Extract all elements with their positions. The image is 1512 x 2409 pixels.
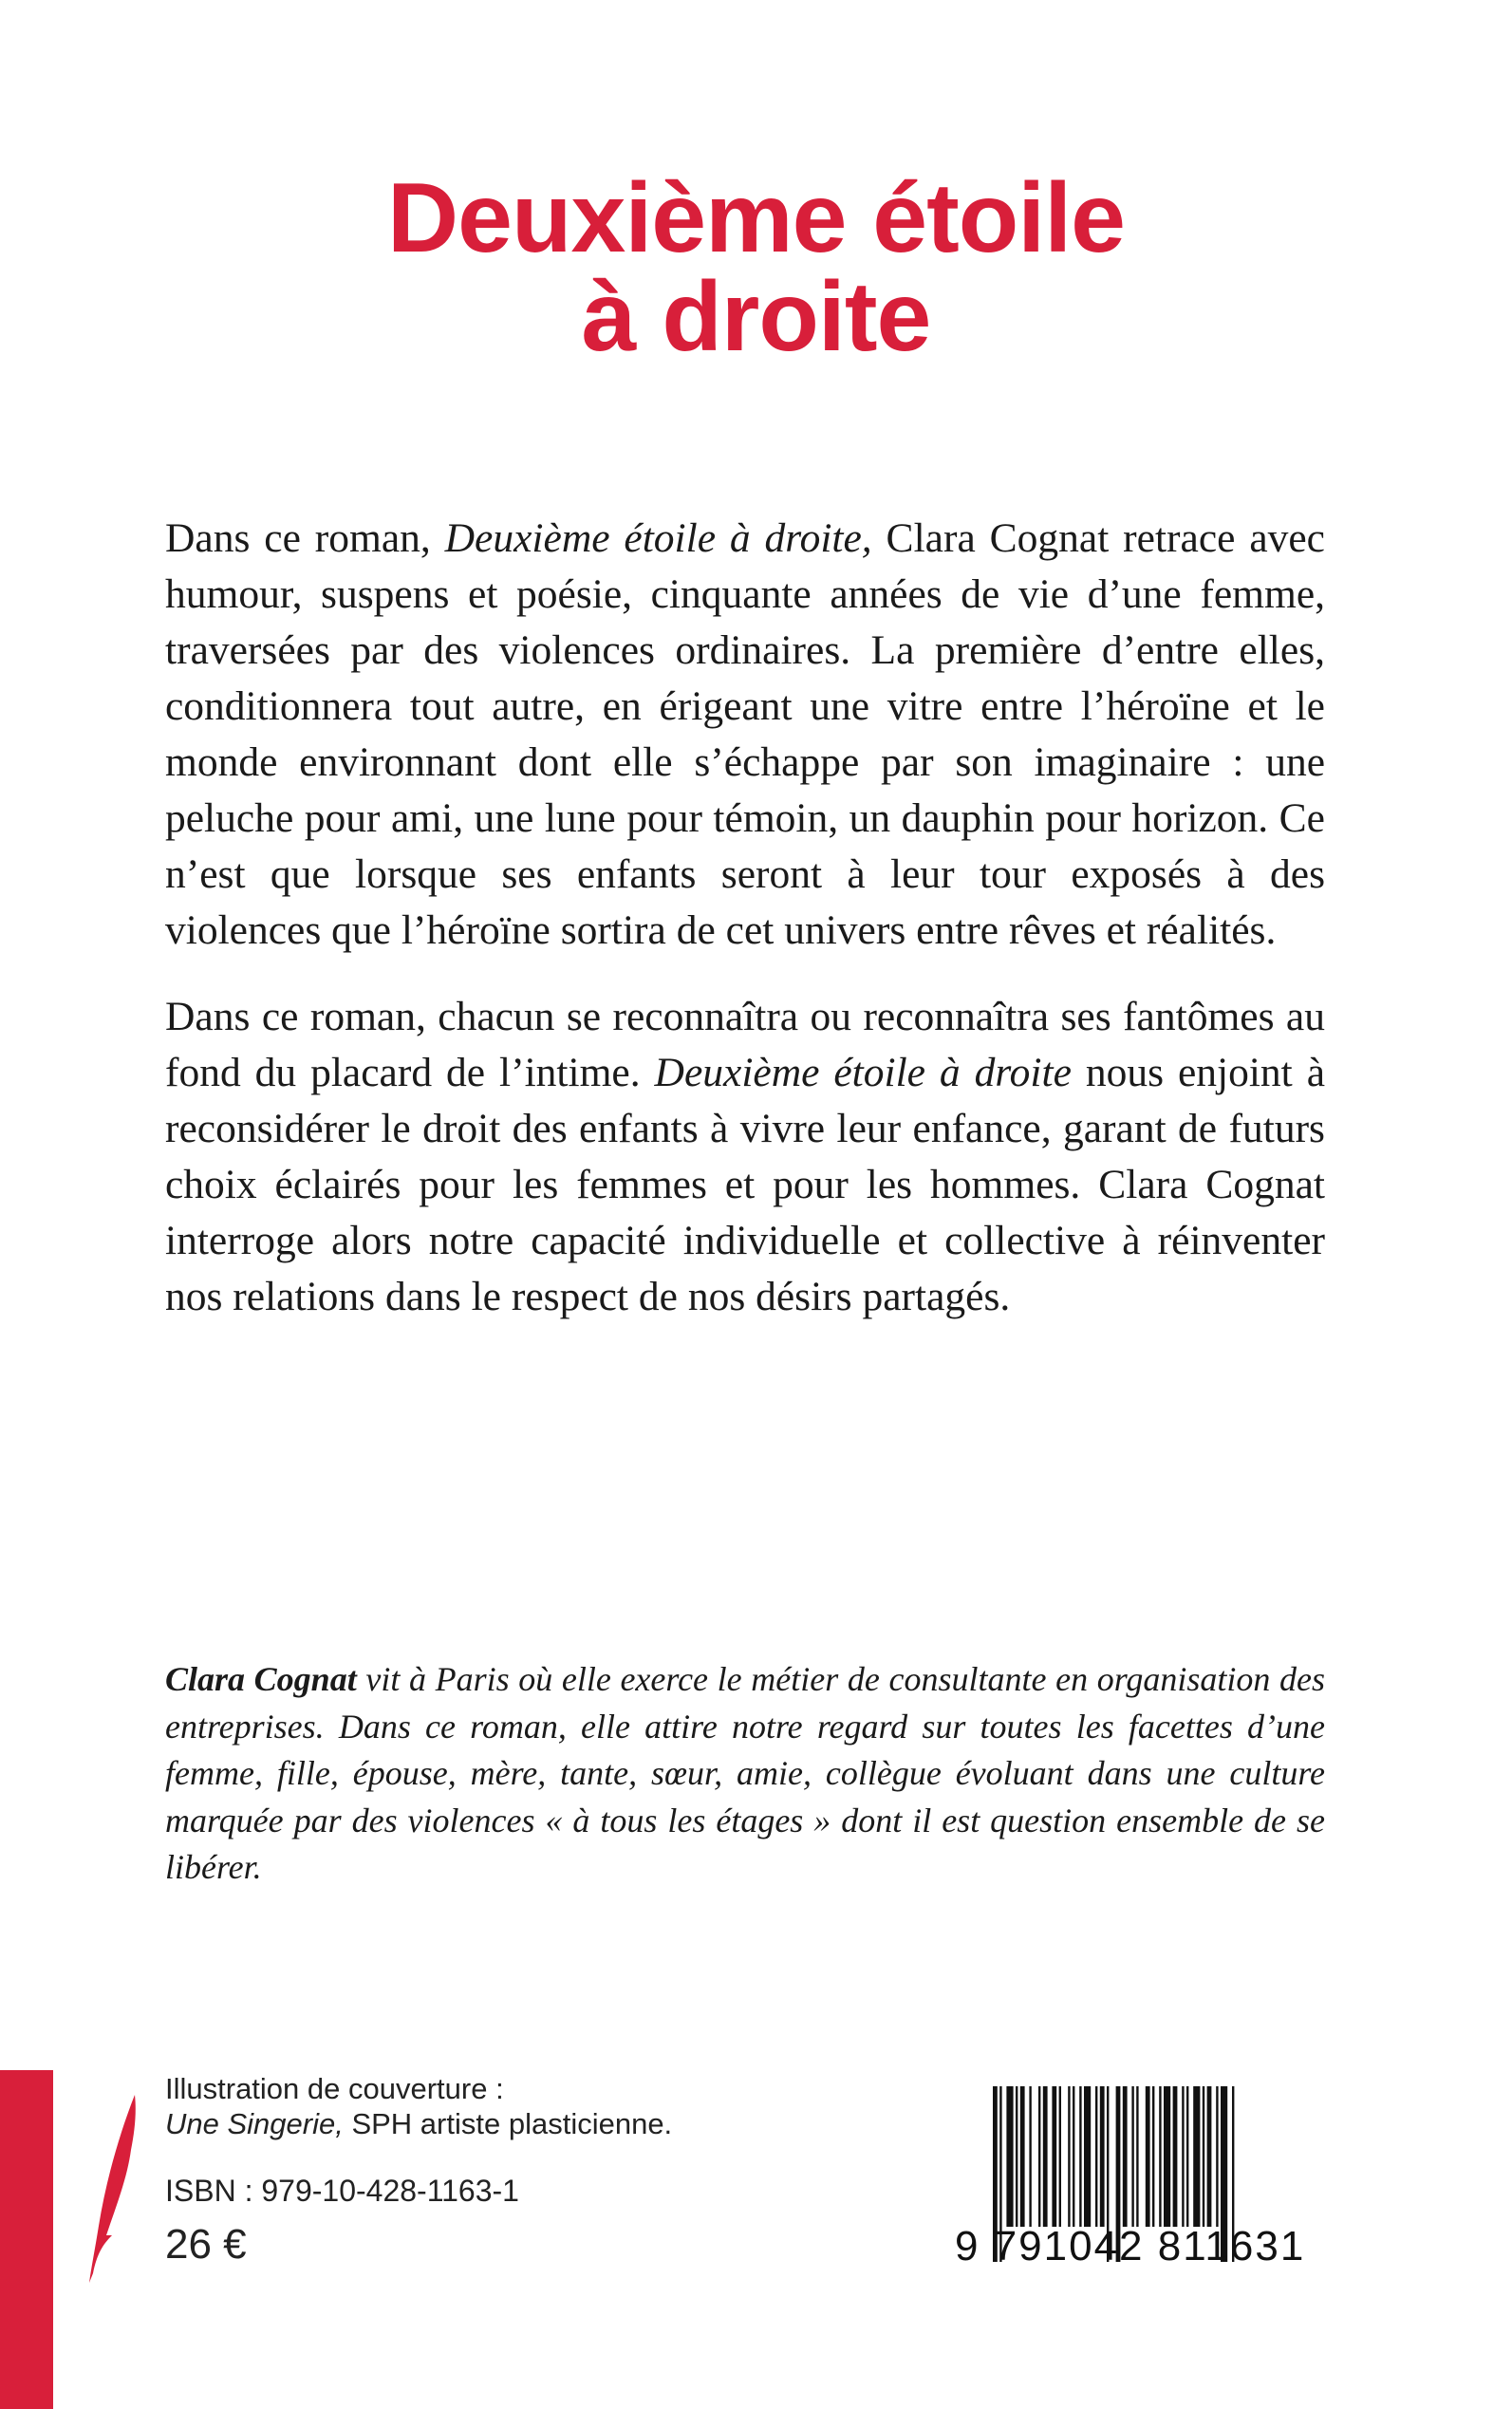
isbn: ISBN : 979-10-428-1163-1 xyxy=(165,2174,519,2208)
barcode-bar xyxy=(1216,2086,1218,2227)
barcode-bar xyxy=(1186,2086,1188,2227)
barcode-bar xyxy=(1146,2086,1150,2227)
barcode-bar xyxy=(1052,2086,1056,2227)
book-title-italic: Deuxième étoile à droite xyxy=(654,1050,1072,1095)
text: Dans ce roman, xyxy=(165,515,445,561)
feather-logo-icon xyxy=(78,2093,144,2283)
bio-text: vit à Paris où elle exerce le métier de consultante en organisation des entreprises. Dans ce roman, elle attire notre regard sur toutes les facettes d’une femme, fille, épouse, mère, tante, sœur, amie, collègue évoluant dans une culture marquée par des violences « à tous les étages » dont il est question ensemble de se libérer. xyxy=(165,1660,1326,1886)
barcode-bar xyxy=(1059,2086,1061,2227)
text: Clara Cognat retrace avec humour, suspens et poésie, cinquante années de vie d’une femme, traversées par des violences ordinaires. La première d’entre elles, conditionnera tout autre, en érigeant une vitre entre l’héroïne et le monde environnant dont elle s’échappe par son imaginaire : une peluche pour ami, une lune pour témoin, un dauphin pour horizon. Ce n’est que lorsque ses enfants seront à leur tour exposés à des violences que l’héroïne sortira de cet univers entre rêves et réalités. xyxy=(165,515,1325,953)
blurb xyxy=(165,511,1325,1355)
blurb-paragraph-2 xyxy=(165,989,1325,1325)
barcode-bar xyxy=(1073,2086,1074,2227)
barcode-bar xyxy=(1006,2086,1013,2227)
credits-label: Illustration de couverture : xyxy=(165,2072,504,2105)
barcode-bar xyxy=(1131,2086,1133,2227)
blurb-paragraph-1 xyxy=(165,511,1325,959)
book-title xyxy=(0,163,1512,372)
barcode-bar xyxy=(1016,2086,1017,2227)
author-bio xyxy=(165,1656,1325,1892)
artist: SPH artiste plasticienne. xyxy=(343,2107,673,2140)
artwork-title: Une Singerie, xyxy=(165,2107,344,2140)
barcode-bar xyxy=(1182,2086,1184,2227)
book-title-italic: Deuxième étoile à droite, xyxy=(444,515,872,561)
barcode-bar xyxy=(1079,2086,1081,2227)
barcode-bar xyxy=(1159,2086,1161,2227)
barcode-bar xyxy=(1038,2086,1040,2227)
barcode-bar xyxy=(1164,2086,1170,2227)
cover-credits xyxy=(165,2071,672,2141)
barcode-bar xyxy=(1095,2086,1097,2227)
barcode-bar xyxy=(1100,2086,1105,2227)
barcode-bar xyxy=(1084,2086,1091,2227)
text: nous enjoint à reconsidérer le droit des enfants à vivre leur enfance, garant de futurs choix éclairés pour les femmes et pour les hommes. Clara Cognat interroge alors notre capacité individuelle et collective à réinventer nos relations dans le respect de nos désirs partagés. xyxy=(165,1050,1325,1319)
barcode-bar xyxy=(1029,2086,1031,2227)
barcode-bar xyxy=(1068,2086,1070,2227)
title-line-1: Deuxième étoile xyxy=(387,163,1125,273)
author-name: Clara Cognat xyxy=(165,1660,357,1698)
price: 26 € xyxy=(165,2221,247,2268)
barcode-bar xyxy=(1152,2086,1154,2227)
barcode-bar xyxy=(1207,2086,1212,2227)
barcode-bar xyxy=(1123,2086,1128,2227)
barcode-bar xyxy=(1020,2086,1025,2227)
barcode-bar xyxy=(1043,2086,1048,2227)
barcode-bar xyxy=(1203,2086,1204,2227)
red-spine-strip xyxy=(0,2070,53,2409)
title-line-2: à droite xyxy=(581,262,931,372)
credits-line xyxy=(165,2106,672,2141)
barcode-bar xyxy=(1136,2086,1138,2227)
text: Dans ce roman, chacun se reconnaîtra ou reconnaîtra ses fantômes au fond du placard de l’intime. xyxy=(165,994,1325,1095)
barcode-bar xyxy=(1173,2086,1178,2227)
barcode-digits: 9 791042 811631 xyxy=(955,2223,1306,2269)
barcode-bar xyxy=(1193,2086,1200,2227)
